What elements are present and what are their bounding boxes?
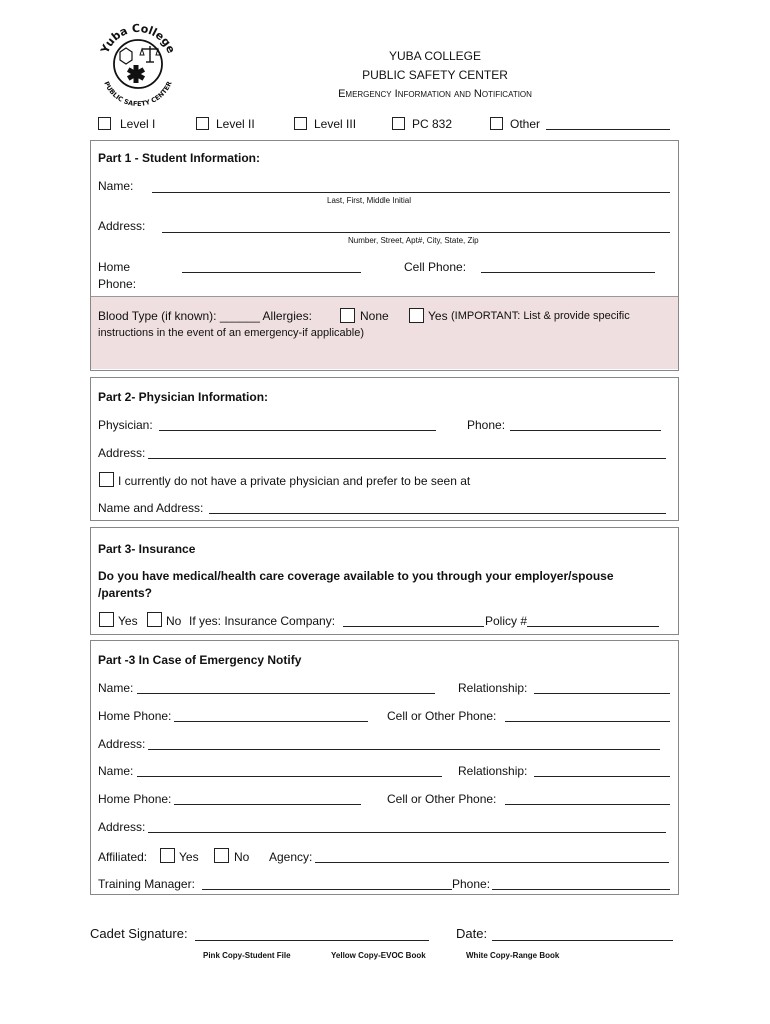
physician-address-label: Address: [98, 446, 146, 460]
svg-text:Yuba College [98, 22, 178, 56]
level-1-label: Level I [120, 117, 156, 131]
level-1-checkbox[interactable] [98, 117, 111, 130]
agency-field[interactable] [315, 862, 669, 863]
physician-address-field[interactable] [148, 458, 666, 459]
contact1-cell-label: Cell or Other Phone: [387, 709, 497, 723]
allergies-note: (IMPORTANT: List & provide specific [451, 310, 630, 322]
insurance-yes-label: Yes [118, 614, 138, 628]
contact2-cell-label: Cell or Other Phone: [387, 792, 497, 806]
contact1-address-label: Address: [98, 737, 146, 751]
allergies-none-label: None [360, 309, 389, 323]
pc832-checkbox[interactable] [392, 117, 405, 130]
part2-heading: Part 2- Physician Information: [98, 390, 269, 404]
student-name-label: Name: [98, 179, 134, 193]
contact1-cell-field[interactable] [505, 721, 670, 722]
college-name: YUBA COLLEGE [388, 49, 482, 63]
home-phone-label-1: Home [98, 260, 131, 274]
contact1-address-field[interactable] [148, 749, 660, 750]
physician-label: Physician: [98, 418, 153, 432]
allergies-yes-label: Yes [428, 309, 448, 323]
student-address-field[interactable] [162, 232, 670, 233]
physician-field[interactable] [159, 430, 436, 431]
policy-label: Policy # [485, 614, 528, 628]
level-3-label: Level III [314, 117, 357, 131]
insurance-company-field[interactable] [343, 626, 484, 627]
svg-text:PUBLIC SAFETY CENTER [102, 80, 173, 108]
insurance-no-checkbox[interactable] [147, 612, 162, 627]
other-input-line[interactable] [546, 129, 670, 130]
allergies-instructions: instructions in the event of an emergency-if applicable) [98, 327, 364, 339]
training-phone-field[interactable] [492, 889, 670, 890]
form-title: Emergency Information and Notification [338, 88, 532, 100]
level-3-checkbox[interactable] [294, 117, 307, 130]
student-address-label: Address: [98, 219, 146, 233]
contact1-name-label: Name: [98, 681, 134, 695]
no-physician-checkbox[interactable] [99, 472, 114, 487]
insurance-no-label: No [166, 614, 182, 628]
contact2-address-field[interactable] [148, 832, 666, 833]
student-address-hint: Number, Street, Apt#, City, State, Zip [348, 236, 479, 245]
white-copy-note: White Copy-Range Book [466, 951, 560, 960]
training-phone-label: Phone: [452, 877, 491, 891]
contact2-relationship-label: Relationship: [458, 764, 528, 778]
cadet-signature-label: Cadet Signature: [90, 926, 188, 941]
level-2-checkbox[interactable] [196, 117, 209, 130]
physician-phone-label: Phone: [467, 418, 506, 432]
physician-phone-field[interactable] [510, 430, 661, 431]
contact1-home-phone-label: Home Phone: [98, 709, 172, 723]
contact2-home-phone-field[interactable] [174, 804, 361, 805]
alt-name-address-label: Name and Address: [98, 501, 204, 515]
emergency-heading: Part -3 In Case of Emergency Notify [98, 653, 302, 667]
center-name: PUBLIC SAFETY CENTER [362, 68, 508, 82]
contact2-name-label: Name: [98, 764, 134, 778]
cell-phone-label: Cell Phone: [404, 260, 467, 274]
part1-heading: Part 1 - Student Information: [98, 151, 260, 165]
affiliated-no-checkbox[interactable] [214, 848, 229, 863]
policy-field[interactable] [527, 626, 659, 627]
yellow-copy-note: Yellow Copy-EVOC Book [331, 951, 426, 960]
contact2-address-label: Address: [98, 820, 146, 834]
contact1-home-phone-field[interactable] [174, 721, 368, 722]
logo-top-text: Yuba College [98, 21, 178, 56]
other-checkbox[interactable] [490, 117, 503, 130]
allergies-yes-checkbox[interactable] [409, 308, 424, 323]
training-manager-label: Training Manager: [98, 877, 195, 891]
agency-label: Agency: [269, 850, 313, 864]
other-label: Other [510, 117, 541, 131]
college-seal-logo [92, 18, 184, 110]
student-name-field[interactable] [152, 192, 670, 193]
contact2-home-phone-label: Home Phone: [98, 792, 172, 806]
level-2-label: Level II [216, 117, 255, 131]
affiliated-no-label: No [234, 850, 250, 864]
panel-divider [91, 296, 678, 297]
contact1-relationship-field[interactable] [534, 693, 670, 694]
cell-phone-field[interactable] [481, 272, 655, 273]
pink-copy-note: Pink Copy-Student File [203, 951, 291, 960]
contact2-cell-field[interactable] [505, 804, 670, 805]
insurance-company-label: If yes: Insurance Company: [189, 614, 336, 628]
training-manager-field[interactable] [202, 889, 452, 890]
insurance-yes-checkbox[interactable] [99, 612, 114, 627]
pc832-label: PC 832 [412, 117, 453, 131]
no-physician-label: I currently do not have a private physician and prefer to be seen at [118, 474, 471, 488]
contact1-relationship-label: Relationship: [458, 681, 528, 695]
contact2-relationship-field[interactable] [534, 776, 670, 777]
affiliated-yes-label: Yes [179, 850, 199, 864]
allergies-none-checkbox[interactable] [340, 308, 355, 323]
student-name-hint: Last, First, Middle Initial [327, 196, 412, 205]
cadet-signature-field[interactable] [195, 940, 429, 941]
insurance-question-1: Do you have medical/health care coverage available to you through your employer/spouse [98, 569, 614, 583]
logo-bottom-text: PUBLIC SAFETY CENTER [102, 80, 174, 109]
part3-heading: Part 3- Insurance [98, 542, 196, 556]
date-field[interactable] [492, 940, 673, 941]
alt-name-address-field[interactable] [209, 513, 666, 514]
contact2-name-field[interactable] [137, 776, 442, 777]
home-phone-label-2: Phone: [98, 277, 137, 291]
blood-allergies-label: Blood Type (if known): ______ Allergies: [98, 309, 312, 323]
affiliated-label: Affiliated: [98, 850, 148, 864]
insurance-question-2: /parents? [98, 586, 153, 600]
contact1-name-field[interactable] [137, 693, 435, 694]
affiliated-yes-checkbox[interactable] [160, 848, 175, 863]
home-phone-field[interactable] [182, 272, 361, 273]
date-label: Date: [456, 926, 488, 941]
